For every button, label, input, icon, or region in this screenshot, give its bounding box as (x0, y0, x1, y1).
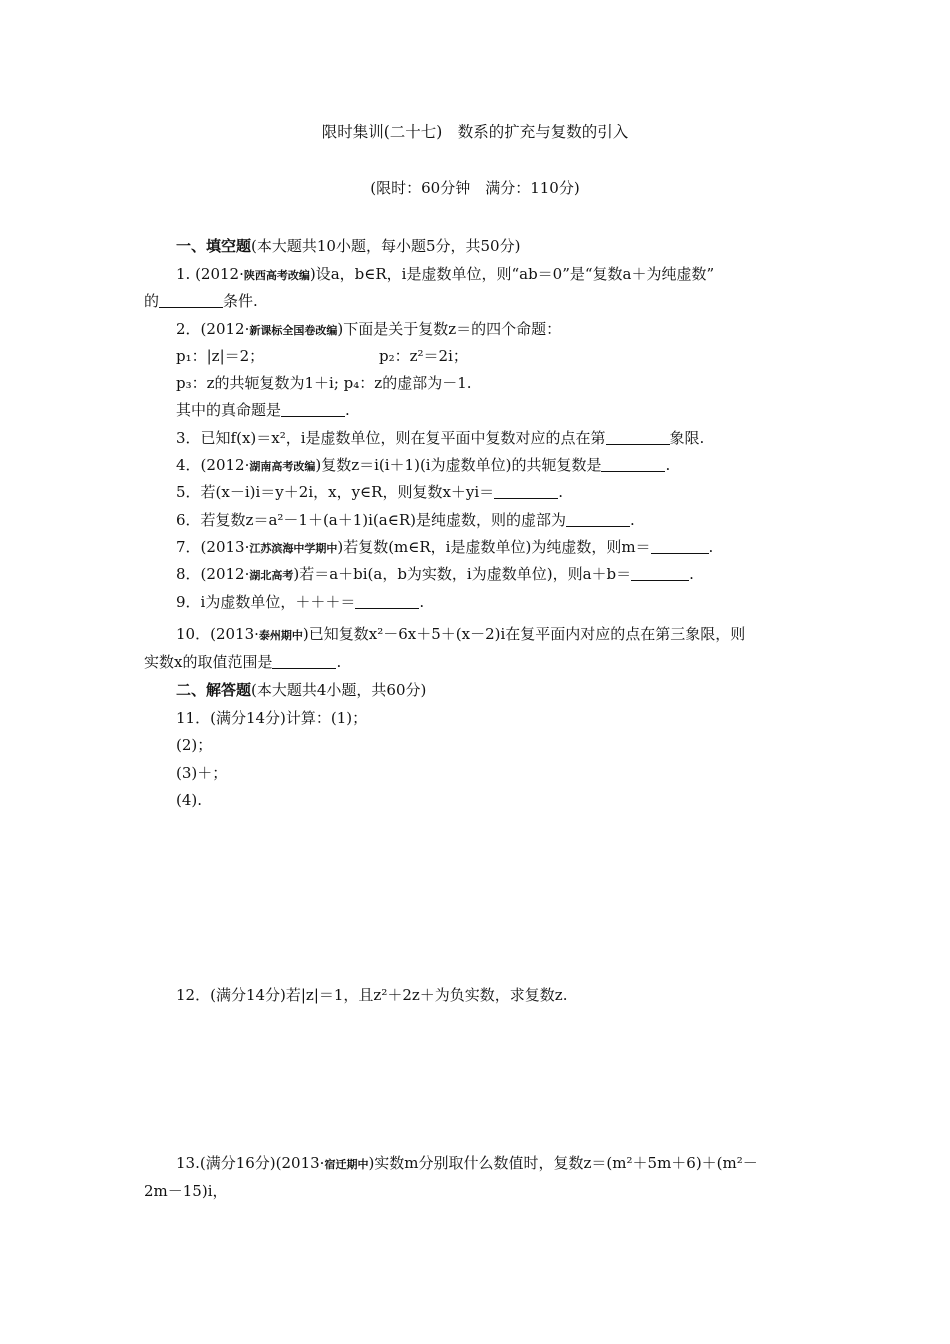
question-12: 12．(满分14分)若|z|＝1，且z²＋2z＋为负实数，求复数z. (176, 986, 568, 1004)
question-10-line-1 (176, 624, 745, 646)
question-5-text: 5．若(x－i)i＝y＋2i，x，y∈R，则复数x＋yi＝ (176, 483, 495, 501)
question-10-line-2 (144, 652, 341, 672)
question-2-p1: p₁：|z|＝2； (176, 347, 265, 365)
question-7 (176, 537, 713, 559)
question-8-text: )若＝a＋bi(a，b为实数，i为虚数单位)，则a＋b＝ (293, 565, 632, 583)
question-2-text: )下面是关于复数z＝的四个命题： (337, 320, 562, 338)
question-1-text: )设a，b∈R，i是虚数单位，则“ab＝0”是“复数a＋为纯虚数” (309, 265, 715, 283)
question-13-number: 13.(满分16分)(2013· (176, 1154, 325, 1172)
section-2-desc: (本大题共4小题，共60分) (251, 681, 427, 699)
question-1-line-1 (176, 264, 714, 286)
question-10-text: )已知复数x²－6x＋5＋(x－2)i在复平面内对应的点在第三象限，则 (302, 625, 746, 643)
question-13-line-1 (176, 1153, 758, 1175)
question-13-text: )实数m分别取什么数值时，复数z＝(m²＋5m＋6)＋(m²－ (368, 1154, 758, 1172)
question-13-line-2: 2m－15)i， (144, 1182, 228, 1200)
question-2-number: 2．(2012· (176, 320, 250, 338)
question-9-text: 9．i为虚数单位，＋＋＋＝ (176, 593, 356, 611)
question-6-post: . (629, 511, 635, 529)
question-1-text-post: 条件. (223, 292, 258, 310)
answer-blank-8[interactable] (631, 566, 689, 581)
question-7-text: )若复数(m∈R，i是虚数单位)为纯虚数，则m＝ (337, 538, 651, 556)
question-11-part-3: (3)＋； (176, 764, 228, 782)
question-1-line-2 (144, 291, 258, 311)
question-13-source: 宿迁期中 (324, 1158, 369, 1171)
question-1-text-pre: 的 (144, 292, 160, 310)
answer-blank-9[interactable] (355, 594, 419, 609)
question-1-source: 陕西高考改编 (243, 269, 310, 282)
question-4-post: . (665, 456, 671, 474)
question-2-line-1 (176, 319, 561, 341)
question-5 (176, 482, 563, 502)
answer-blank-1[interactable] (159, 293, 223, 308)
section-1-desc: (本大题共10小题，每小题5分，共50分) (251, 237, 521, 255)
section-2-heading (176, 680, 426, 700)
question-6-text: 6．若复数z＝a²－1＋(a＋1)i(a∈R)是纯虚数，则的虚部为 (176, 511, 566, 529)
answer-blank-6[interactable] (566, 512, 630, 527)
answer-blank-4[interactable] (601, 457, 665, 472)
answer-blank-3[interactable] (606, 430, 670, 445)
question-4-text: )复数z＝i(i＋1)(i为虚数单位)的共轭复数是 (315, 456, 602, 474)
question-3-post: 象限. (669, 429, 705, 447)
question-9 (176, 592, 424, 612)
question-11-part-4: (4). (176, 791, 203, 809)
question-2-ask-post: . (345, 401, 350, 419)
question-5-post: . (558, 483, 563, 501)
question-10-source: 泰州期中 (258, 629, 303, 642)
answer-blank-7[interactable] (651, 539, 709, 554)
section-1-heading (176, 236, 520, 256)
question-3-text: 3．已知f(x)＝x²，i是虚数单位，则在复平面中复数对应的点在第 (176, 429, 606, 447)
question-8-number: 8．(2012· (176, 565, 250, 583)
answer-blank-10[interactable] (272, 654, 336, 669)
question-8 (176, 564, 694, 586)
question-9-post: . (419, 593, 425, 611)
question-4-source: 湖南高考改编 (249, 460, 316, 473)
question-7-post: . (708, 538, 714, 556)
question-8-source: 湖北高考 (249, 569, 294, 582)
question-10-number: 10．(2013· (176, 625, 259, 643)
question-2-p2: p₂：z²＝2i； (379, 347, 468, 365)
question-11: 11．(满分14分)计算：(1)； (176, 709, 368, 727)
page-title: 限时集训(二十七) 数系的扩充与复数的引入 (321, 123, 629, 141)
question-2-ask (176, 400, 350, 420)
answer-blank-5[interactable] (494, 484, 558, 499)
section-2-label: 二、解答题 (176, 681, 252, 699)
question-10-text-pre: 实数x的取值范围是 (144, 653, 273, 671)
question-4 (176, 455, 670, 477)
question-10-text-post: . (336, 653, 342, 671)
page-subtitle: (限时：60分钟 满分：110分) (370, 179, 580, 197)
section-1-label: 一、填空题 (176, 237, 252, 255)
question-8-post: . (689, 565, 694, 583)
question-7-number: 7．(2013· (176, 538, 250, 556)
question-7-source: 江苏滨海中学期中 (249, 542, 338, 555)
question-2-source: 新课标全国卷改编 (249, 324, 338, 337)
question-2-ask-text: 其中的真命题是 (176, 401, 282, 419)
question-4-number: 4．(2012· (176, 456, 250, 474)
question-11-part-2: (2)； (176, 736, 213, 754)
question-1-number: 1. (2012· (176, 265, 244, 283)
question-6 (176, 510, 635, 530)
question-3 (176, 428, 704, 448)
question-2-p3-p4: p₃：z的共轭复数为1＋i; p₄：z的虚部为－1. (176, 374, 472, 392)
answer-blank-2[interactable] (281, 402, 345, 417)
